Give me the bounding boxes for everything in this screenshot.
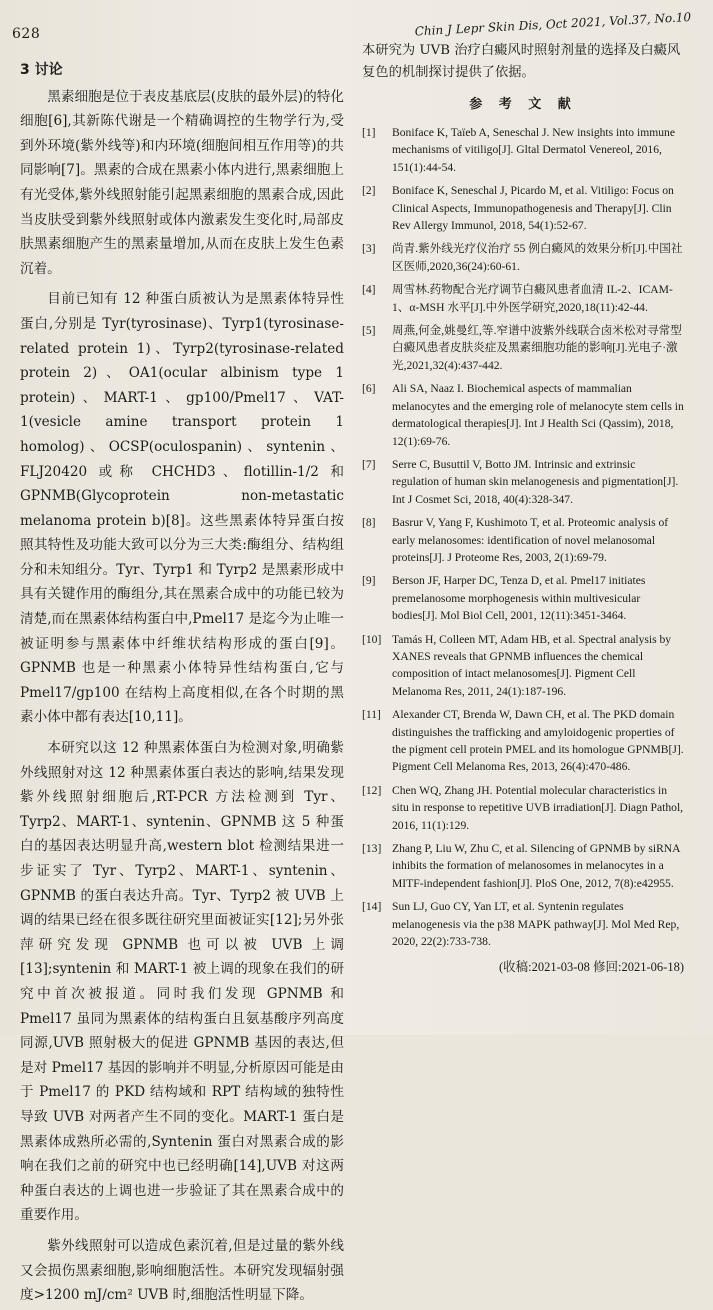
page-number: 628 [12, 26, 41, 42]
reference-item [362, 380, 684, 450]
reference-text: 尚青.紫外线光疗仪治疗 55 例白癜风的效果分析[J].中国社区医师,2020,36(24):60-61. [392, 242, 683, 273]
left-column [20, 58, 344, 1310]
reference-number: [10] [362, 632, 382, 646]
reference-text: Basrur V, Yang F, Kushimoto T, et al. Proteomic analysis of early melanosomes: identification of novel melanosomal proteins[J]. J Proteome Res, 2003, 2(1):69-79. [392, 516, 669, 564]
reference-item [362, 456, 684, 508]
reference-text: Chen WQ, Zhang JH. Potential molecular characteristics in situ in response to repetitive UVB irradiation[J]. Diagn Pathol, 2016, 11(1):129. [392, 783, 684, 832]
reference-item [362, 322, 684, 374]
reference-number: [12] [362, 783, 382, 797]
reference-number: [1] [362, 126, 376, 139]
section-heading-discussion: 3 讨论 [20, 62, 63, 78]
right-column [362, 40, 684, 978]
reference-item [362, 631, 684, 701]
reference-text: Serre C, Busuttil V, Botto JM. Intrinsic and extrinsic regulation of human skin melanogenesis and pigmentation[J]. Int J Cosmet Sci, 2018, 40(4):328-347. [392, 457, 679, 506]
discussion-paragraph: 本研究以这 12 种黑素体蛋白为检测对象,明确紫外线照射对这 12 种黑素体蛋白表达的影响,结果发现紫外线照射细胞后,RT-PCR 方法检测到 Tyr、Tyrp2、MART-1、syntenin、GPNMB 这 5 种蛋白的基因表达明显升高,western blot 检测结果进一步证实了 Tyr、Tyrp2、MART-1、syntenin、GPNMB 的蛋白表达升高。Tyr、Tyrp2 被 UVB 上调的结果已经在很多既往研究里面被证实[12];另外张萍研究发现 GPNMB 也可以被 UVB 上调[13];syntenin 和 MART-1 被上调的现象在我们的研究中首次被报道。同时我们发现 GPNMB 和 Pmel17 虽同为黑素体的结构蛋白且氨基酸序列高度同源,UVB 照射极大的促进 GPNMB 基因的表达,但是对 Pmel17 基因的影响并不明显,分析原因可能是由于 Pmel17 的 PKD 结构域和 RPT 结构域的独特性导致 UVB 对两者产生不同的变化。MART-1 蛋白是黑素体成熟所必需的,Syntenin 蛋白对黑素合成的影响在我们之前的研究中也已经明确[14],UVB 对这两种蛋白表达的上调也进一步验证了其在黑素合成中的重要作用。 [20, 740, 344, 1224]
reference-item [362, 572, 684, 624]
reference-text: Zhang P, Liu W, Zhu C, et al. Silencing of GPNMB by siRNA inhibits the formation of melanosomes in melanocytes in a MITF-independent fashion[J]. PloS One, 2012, 7(8):e42955. [392, 842, 680, 890]
reference-number: [4] [362, 283, 376, 297]
reference-text: 周雪林.药物配合光疗调节白癜风患者血清 IL-2、ICAM-1、α-MSH 水平[J].中外医学研究,2020,18(11):42-44. [392, 283, 673, 314]
reference-item [362, 840, 684, 892]
discussion-paragraph: 黑素细胞是位于表皮基底层(皮肤的最外层)的特化细胞[6],其新陈代谢是一个精确调控的生物学行为,受到外环境(紫外线等)和内环境(细胞间相互作用等)的共同影响[7]。黑素的合成在黑素小体内进行,黑素细胞上有光受体,紫外线照射能引起黑素细胞的黑素合成,因此当皮肤受到紫外线照射或体内激素发生变化时,局部皮肤黑素细胞产生的黑素量增加,从而在皮肤上发生色素沉着。 [20, 88, 344, 277]
reference-number: [3] [362, 242, 376, 256]
discussion-paragraph: 紫外线照射可以造成色素沉着,但是过量的紫外线又会损伤黑素细胞,影响细胞活性。本研究发现辐射强度>1200 mJ/cm² UVB 时,细胞活性明显下降。 [20, 1237, 344, 1304]
reference-item [362, 706, 684, 776]
discussion-paragraph: 目前已知有 12 种蛋白质被认为是黑素体特异性蛋白,分别是 Tyr(tyrosinase)、Tyrp1(tyrosinase-related protein 1)、Tyrp2(tyrosinase-related protein 2)、OA1(ocular albinism type 1 protein)、MART-1、gp100/Pmel17、VAT-1(vesicle amine transport protein 1 homolog)、OCSP(oculospanin)、syntenin、FLJ20420 或称 CHCHD3、flotillin-1/2 和 GPNMB(Glycoprotein non-metastatic melanoma protein b)[8]。这些黑素体特异蛋白按照其特性及功能大致可以分为三大类:酶组分、结构组分和未知组分。Tyr、Tyrp1 和 Tyrp2 是黑素形成中具有关键作用的酶组分,其在黑素合成中的功能已较为清楚,而在黑素体结构蛋白中,Pmel17 是迄今为止唯一被证明参与黑素体中纤维状结构形成的蛋白[9]。GPNMB 也是一种黑素小体特异性结构蛋白,它与 Pmel17/gp100 在结构上高度相似,在各个时期的黑素小体中都有表达[10,11]。 [20, 291, 344, 726]
reference-item [362, 124, 684, 176]
received-dates: (收稿:2021-03-08 修回:2021-06-18) [498, 960, 684, 975]
reference-list [362, 124, 684, 950]
running-head: Chin J Lepr Skin Dis, Oct 2021, Vol.37, No.10 [414, 10, 692, 39]
reference-item [362, 182, 684, 234]
reference-text: Alexander CT, Brenda W, Dawn CH, et al. The PKD domain distinguishes the trafficking and amyloidogenic properties of the pigment cell protein PMEL and its homologue GPNMB[J]. Pigment Cell Melanoma Res, 2013, 26(4):470-486. [392, 708, 684, 774]
reference-number: [6] [362, 382, 376, 396]
reference-number: [5] [362, 324, 376, 338]
discussion-continuation: 本研究为 UVB 治疗白癜风时照射剂量的选择及白癜风复色的机制探讨提供了依据。 [362, 43, 681, 80]
reference-number: [14] [362, 900, 382, 914]
reference-number: [2] [362, 184, 376, 198]
reference-item [362, 514, 684, 566]
reference-number: [8] [362, 516, 376, 530]
reference-number: [13] [362, 842, 382, 856]
reference-text: Berson JF, Harper DC, Tenza D, et al. Pmel17 initiates premelanosome morphogenesis within multivesicular bodies[J]. Mol Biol Cell, 2001, 12(11):3451-3464. [392, 574, 646, 623]
reference-text: Tamás H, Colleen MT, Adam HB, et al. Spectral analysis by XANES reveals that GPNMB influences the chemical composition of intact melanosomes[J]. Pigment Cell Melanoma Res, 2011, 24(1):187-196. [392, 632, 672, 698]
reference-number: [7] [362, 457, 376, 471]
references-heading: 参 考 文 献 [469, 97, 577, 112]
reference-text: Boniface K, Taïeb A, Seneschal J. New insights into immune mechanisms of vitiligo[J]. Gltal Dermatol Venereol, 2016, 151(1):44-54. [392, 126, 675, 174]
reference-item [362, 898, 684, 950]
reference-item [362, 240, 684, 275]
reference-text: 周燕,何金,姚曼红,等.窄谱中波紫外线联合卤米松对寻常型白癜风患者皮肤炎症及黑素细胞功能的影响[J].光电子·激光,2021,32(4):437-442. [392, 324, 682, 372]
reference-number: [11] [362, 708, 381, 722]
reference-item [362, 281, 684, 316]
reference-number: [9] [362, 574, 376, 588]
reference-text: Boniface K, Seneschal J, Picardo M, et al. Vitiligo: Focus on Clinical Aspects, Immunopathogenesis and Therapy[J]. Clin Rev Allergy Immunol, 2018, 54(1):52-67. [392, 184, 674, 233]
reference-text: Ali SA, Naaz I. Biochemical aspects of mammalian melanocytes and the emerging role of melanocyte stem cells in dermatological therapies[J]. Int J Health Sci (Qassim), 2018, 12(1):69-76. [392, 382, 684, 448]
reference-text: Sun LJ, Guo CY, Yan LT, et al. Syntenin regulates melanogenesis via the p38 MAPK pathway[J]. Mol Med Rep, 2020, 22(2):733-738. [392, 900, 680, 949]
reference-item [362, 782, 684, 834]
